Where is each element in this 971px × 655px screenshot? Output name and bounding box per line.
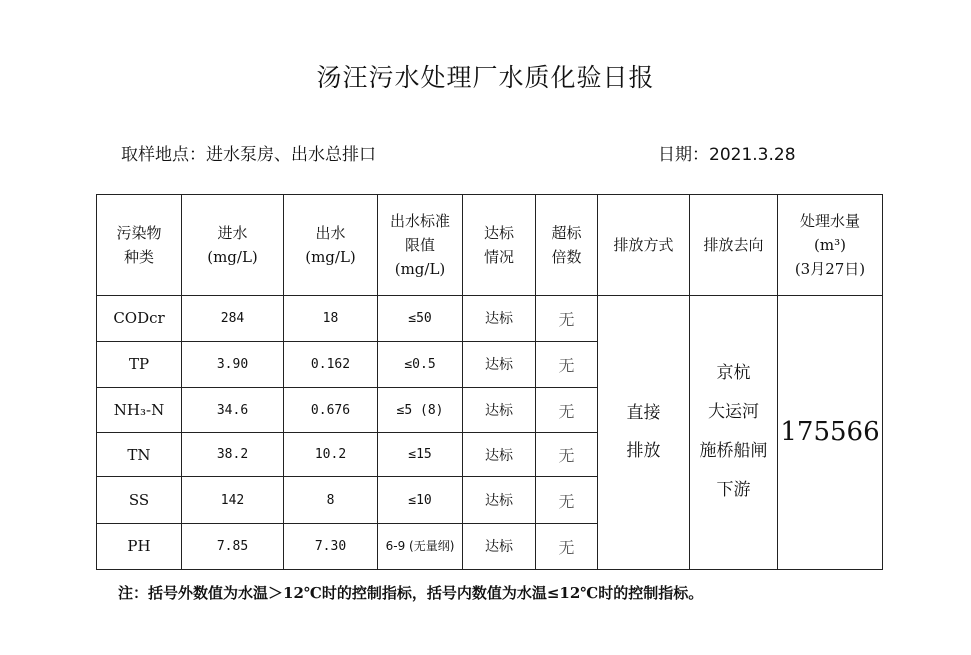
header-method: 排放方式 [598, 195, 690, 296]
limit-cell: ≤15 [378, 433, 463, 477]
multiple-cell: 无 [536, 523, 598, 569]
multiple-cell: 无 [536, 433, 598, 477]
outflow-cell: 0.676 [284, 388, 378, 433]
header-row [97, 195, 883, 296]
inflow-cell: 3.90 [182, 341, 284, 387]
treated-volume: 175566 [778, 295, 883, 569]
header-limit: 出水标准 限值 (mg/L) [378, 195, 463, 296]
pollutant-cell: CODcr [97, 295, 182, 341]
inflow-cell: 7.85 [182, 523, 284, 569]
water-quality-table [96, 194, 883, 570]
compliance-cell: 达标 [463, 477, 536, 523]
discharge-method: 直接 排放 [598, 295, 690, 569]
compliance-cell: 达标 [463, 341, 536, 387]
multiple-cell: 无 [536, 388, 598, 433]
outflow-cell: 10.2 [284, 433, 378, 477]
header-volume: 处理水量 (m³) (3月27日) [778, 195, 883, 296]
outflow-cell: 0.162 [284, 341, 378, 387]
header-inflow: 进水 (mg/L) [182, 195, 284, 296]
outflow-cell: 8 [284, 477, 378, 523]
pollutant-cell: PH [97, 523, 182, 569]
multiple-cell: 无 [536, 341, 598, 387]
report-date: 日期：2021.3.28 [658, 145, 796, 165]
multiple-cell: 无 [536, 477, 598, 523]
pollutant-cell: SS [97, 477, 182, 523]
inflow-cell: 284 [182, 295, 284, 341]
compliance-cell: 达标 [463, 295, 536, 341]
compliance-cell: 达标 [463, 388, 536, 433]
header-compliance: 达标 情况 [463, 195, 536, 296]
footnote: 注：括号外数值为水温＞12℃时的控制指标，括号内数值为水温≤12℃时的控制指标。 [118, 584, 704, 602]
header-outflow: 出水 (mg/L) [284, 195, 378, 296]
compliance-cell: 达标 [463, 433, 536, 477]
pollutant-cell: NH₃-N [97, 388, 182, 433]
limit-cell: ≤5 (8) [378, 388, 463, 433]
limit-cell: ≤0.5 [378, 341, 463, 387]
compliance-cell: 达标 [463, 523, 536, 569]
inflow-cell: 38.2 [182, 433, 284, 477]
outflow-cell: 7.30 [284, 523, 378, 569]
table-row [97, 295, 883, 341]
inflow-cell: 142 [182, 477, 284, 523]
pollutant-cell: TP [97, 341, 182, 387]
limit-cell: ≤50 [378, 295, 463, 341]
header-multiple: 超标 倍数 [536, 195, 598, 296]
sampling-location: 取样地点：进水泵房、出水总排口 [121, 145, 376, 165]
outflow-cell: 18 [284, 295, 378, 341]
report-title: 汤汪污水处理厂水质化验日报 [316, 63, 655, 92]
header-pollutant: 污染物 种类 [97, 195, 182, 296]
multiple-cell: 无 [536, 295, 598, 341]
limit-cell: ≤10 [378, 477, 463, 523]
limit-cell: 6-9 (无量纲) [378, 523, 463, 569]
header-destination: 排放去向 [690, 195, 778, 296]
discharge-destination: 京杭 大运河 施桥船闸 下游 [690, 295, 778, 569]
pollutant-cell: TN [97, 433, 182, 477]
inflow-cell: 34.6 [182, 388, 284, 433]
